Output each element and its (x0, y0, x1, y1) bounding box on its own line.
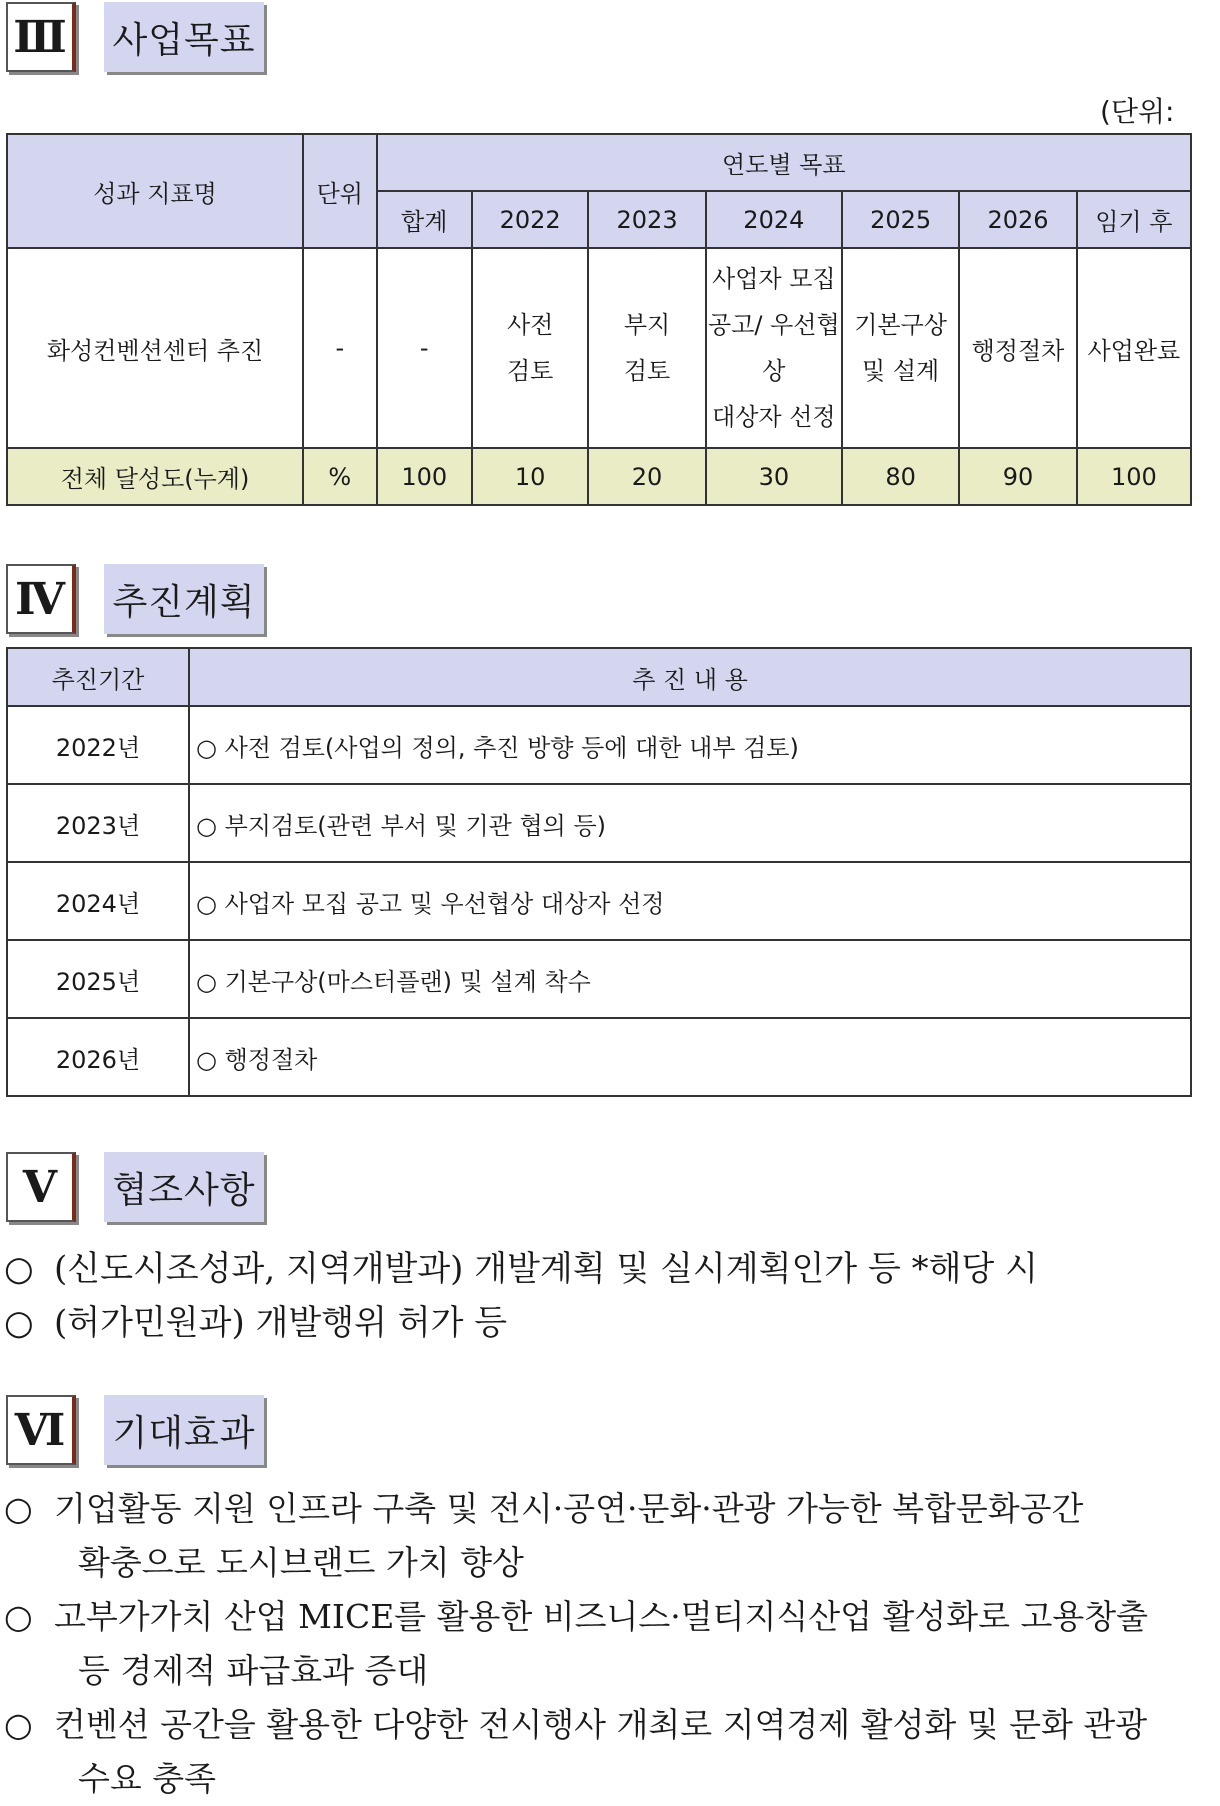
header-indicator-name: 성과 지표명 (7, 134, 303, 248)
list-item-text: (허가민원과) 개발행위 허가 등 (54, 1303, 508, 1343)
target-cell: 부지 검토 (588, 248, 705, 448)
plan-content: ○ 사업자 모집 공고 및 우선협상 대상자 선정 (189, 862, 1191, 940)
unit-note: (단위: (1100, 95, 1175, 128)
bullet-circle-icon: ○ (4, 1489, 33, 1528)
goal-table (6, 133, 1192, 506)
plan-year: 2026년 (7, 1018, 189, 1096)
unit-cell: - (303, 248, 376, 448)
target-cell: 20 (588, 448, 705, 505)
plan-content: ○ 기본구상(마스터플랜) 및 설계 착수 (189, 940, 1191, 1018)
col-header: 2022 (472, 191, 588, 248)
unit-cell: % (303, 448, 376, 505)
header-content: 추 진 내 용 (189, 648, 1191, 706)
col-header: 임기 후 (1077, 191, 1191, 248)
col-header: 2025 (842, 191, 959, 248)
indicator-name: 화성컨벤션센터 추진 (7, 248, 303, 448)
target-cell: 사전 검토 (472, 248, 588, 448)
col-header: 2024 (706, 191, 842, 248)
target-cell: 10 (472, 448, 588, 505)
cooperation-list (4, 1242, 1038, 1350)
bullet-circle-icon: ○ (4, 1249, 34, 1289)
list-item-line: 확충으로 도시브랜드 가치 향상 (78, 1543, 524, 1582)
section-title: 추진계획 (104, 564, 264, 634)
list-item-text: (신도시조성과, 지역개발과) 개발계획 및 실시계획인가 등 *해당 시 (54, 1249, 1038, 1289)
target-cell: 사업자 모집 공고/ 우선협 상 대상자 선정 (706, 248, 842, 448)
col-header: 2023 (588, 191, 705, 248)
section-number: Ⅴ (6, 1152, 76, 1222)
bullet-circle-icon: ○ (4, 1597, 33, 1636)
section-6-header (6, 1395, 264, 1469)
list-item-line: 기업활동 지원 인프라 구축 및 전시·공연·문화·관광 가능한 복합문화공간 (54, 1489, 1084, 1528)
list-item-line: 수요 충족 (78, 1759, 217, 1798)
col-header: 합계 (377, 191, 472, 248)
table-row (7, 862, 1191, 940)
plan-year: 2022년 (7, 706, 189, 784)
plan-content: ○ 사전 검토(사업의 정의, 추진 방향 등에 대한 내부 검토) (189, 706, 1191, 784)
total-cell: 100 (377, 448, 472, 505)
section-title: 기대효과 (104, 1395, 264, 1465)
section-4-header (6, 564, 264, 638)
list-item (4, 1242, 1038, 1296)
total-cell: - (377, 248, 472, 448)
list-item-line: 컨벤션 공간을 활용한 다양한 전시행사 개최로 지역경제 활성화 및 문화 관광 (54, 1705, 1148, 1744)
plan-year: 2025년 (7, 940, 189, 1018)
section-number: Ⅳ (6, 564, 76, 634)
plan-table (6, 647, 1192, 1097)
target-cell: 기본구상 및 설계 (842, 248, 959, 448)
target-cell: 사업완료 (1077, 248, 1191, 448)
header-yearly-target: 연도별 목표 (377, 134, 1191, 191)
plan-content: ○ 행정절차 (189, 1018, 1191, 1096)
header-unit: 단위 (303, 134, 376, 248)
plan-year: 2023년 (7, 784, 189, 862)
section-5-header (6, 1152, 264, 1226)
list-item (4, 1698, 1148, 1806)
list-item (4, 1296, 1038, 1350)
table-row (7, 448, 1191, 505)
indicator-name: 전체 달성도(누계) (7, 448, 303, 505)
plan-year: 2024년 (7, 862, 189, 940)
section-title: 사업목표 (104, 2, 264, 72)
list-item-line: 등 경제적 파급효과 증대 (78, 1651, 429, 1690)
section-number: Ⅲ (6, 2, 76, 72)
section-title: 협조사항 (104, 1152, 264, 1222)
target-cell: 행정절차 (959, 248, 1076, 448)
target-cell: 90 (959, 448, 1076, 505)
list-item-line: 고부가가치 산업 MICE를 활용한 비즈니스·멀티지식산업 활성화로 고용창출 (54, 1597, 1149, 1636)
target-cell: 30 (706, 448, 842, 505)
target-cell: 100 (1077, 448, 1191, 505)
plan-content: ○ 부지검토(관련 부서 및 기관 협의 등) (189, 784, 1191, 862)
section-3-header (6, 2, 264, 76)
bullet-circle-icon: ○ (4, 1705, 33, 1744)
table-row (7, 940, 1191, 1018)
col-header: 2026 (959, 191, 1076, 248)
list-item (4, 1482, 1148, 1590)
table-row (7, 784, 1191, 862)
table-row (7, 1018, 1191, 1096)
bullet-circle-icon: ○ (4, 1303, 34, 1343)
list-item (4, 1590, 1148, 1698)
effects-list (4, 1482, 1148, 1806)
target-cell: 80 (842, 448, 959, 505)
section-number: Ⅵ (6, 1395, 76, 1465)
table-row (7, 706, 1191, 784)
table-row (7, 248, 1191, 448)
header-period: 추진기간 (7, 648, 189, 706)
